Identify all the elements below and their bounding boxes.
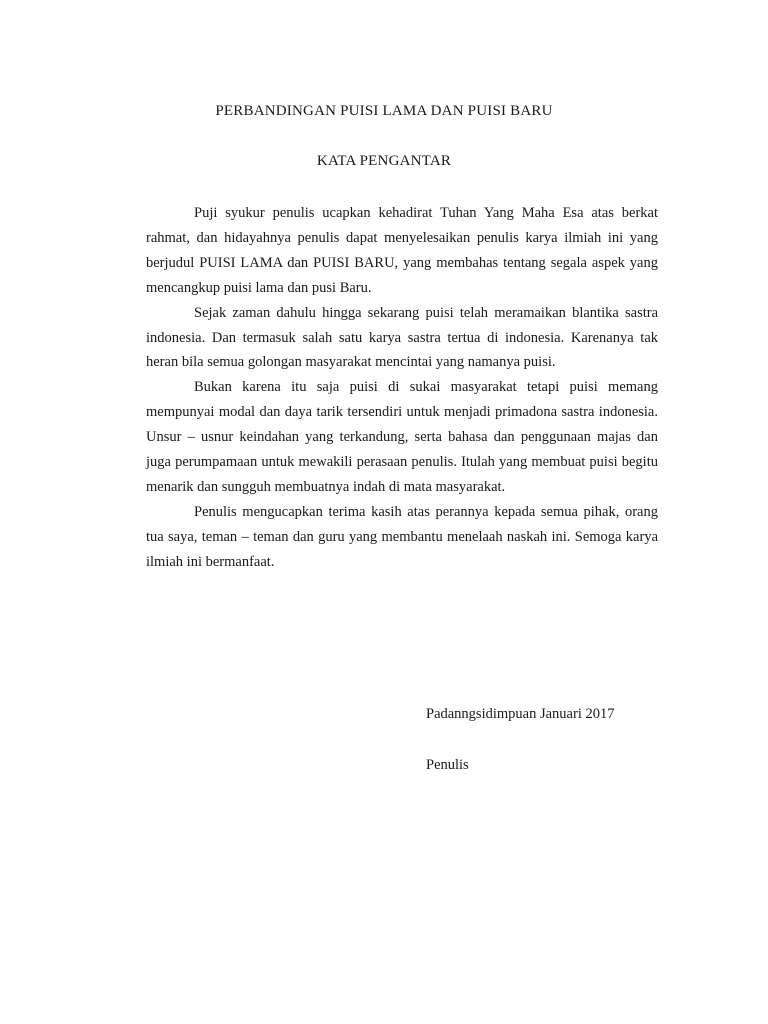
paragraph: Puji syukur penulis ucapkan kehadirat Tuhan Yang Maha Esa atas berkat rahmat, dan hidayahnya penulis dapat menyelesaikan penulis karya ilmiah ini yang berjudul PUISI LAMA dan PUISI BARU, yang membahas tentang segala aspek yang mencangkup puisi lama dan pusi Baru. xyxy=(146,205,658,296)
paragraph: Penulis mengucapkan terima kasih atas perannya kepada semua pihak, orang tua saya, teman – teman dan guru yang membantu menelaah naskah ini. Semoga karya ilmiah ini bermanfaat. xyxy=(146,503,658,570)
section-heading: KATA PENGANTAR xyxy=(316,153,452,169)
document-title: PERBANDINGAN PUISI LAMA DAN PUISI BARU xyxy=(215,103,553,119)
paragraph: Sejak zaman dahulu hingga sekarang puisi telah meramaikan blantika sastra indonesia. Dan termasuk salah satu karya sastra tertua di indonesia. Karenanya tak heran bila semua golongan masyarakat mencintai yang namanya puisi. xyxy=(146,304,658,371)
paragraph: Bukan karena itu saja puisi di sukai masyarakat tetapi puisi memang mempunyai modal dan daya tarik tersendiri untuk menjadi primadona sastra indonesia. Unsur – usnur keindahan yang terkandung, serta bahasa dan penggunaan majas dan juga perumpamaan untuk mewakili perasaan penulis. Itulah yang membuat puisi begitu menarik dan sungguh membuatnya indah di mata masyarakat. xyxy=(146,379,658,495)
body-text xyxy=(146,201,658,575)
place-date: Padanngsidimpuan Januari 2017 xyxy=(426,706,615,722)
signature-name: Penulis xyxy=(426,757,469,773)
